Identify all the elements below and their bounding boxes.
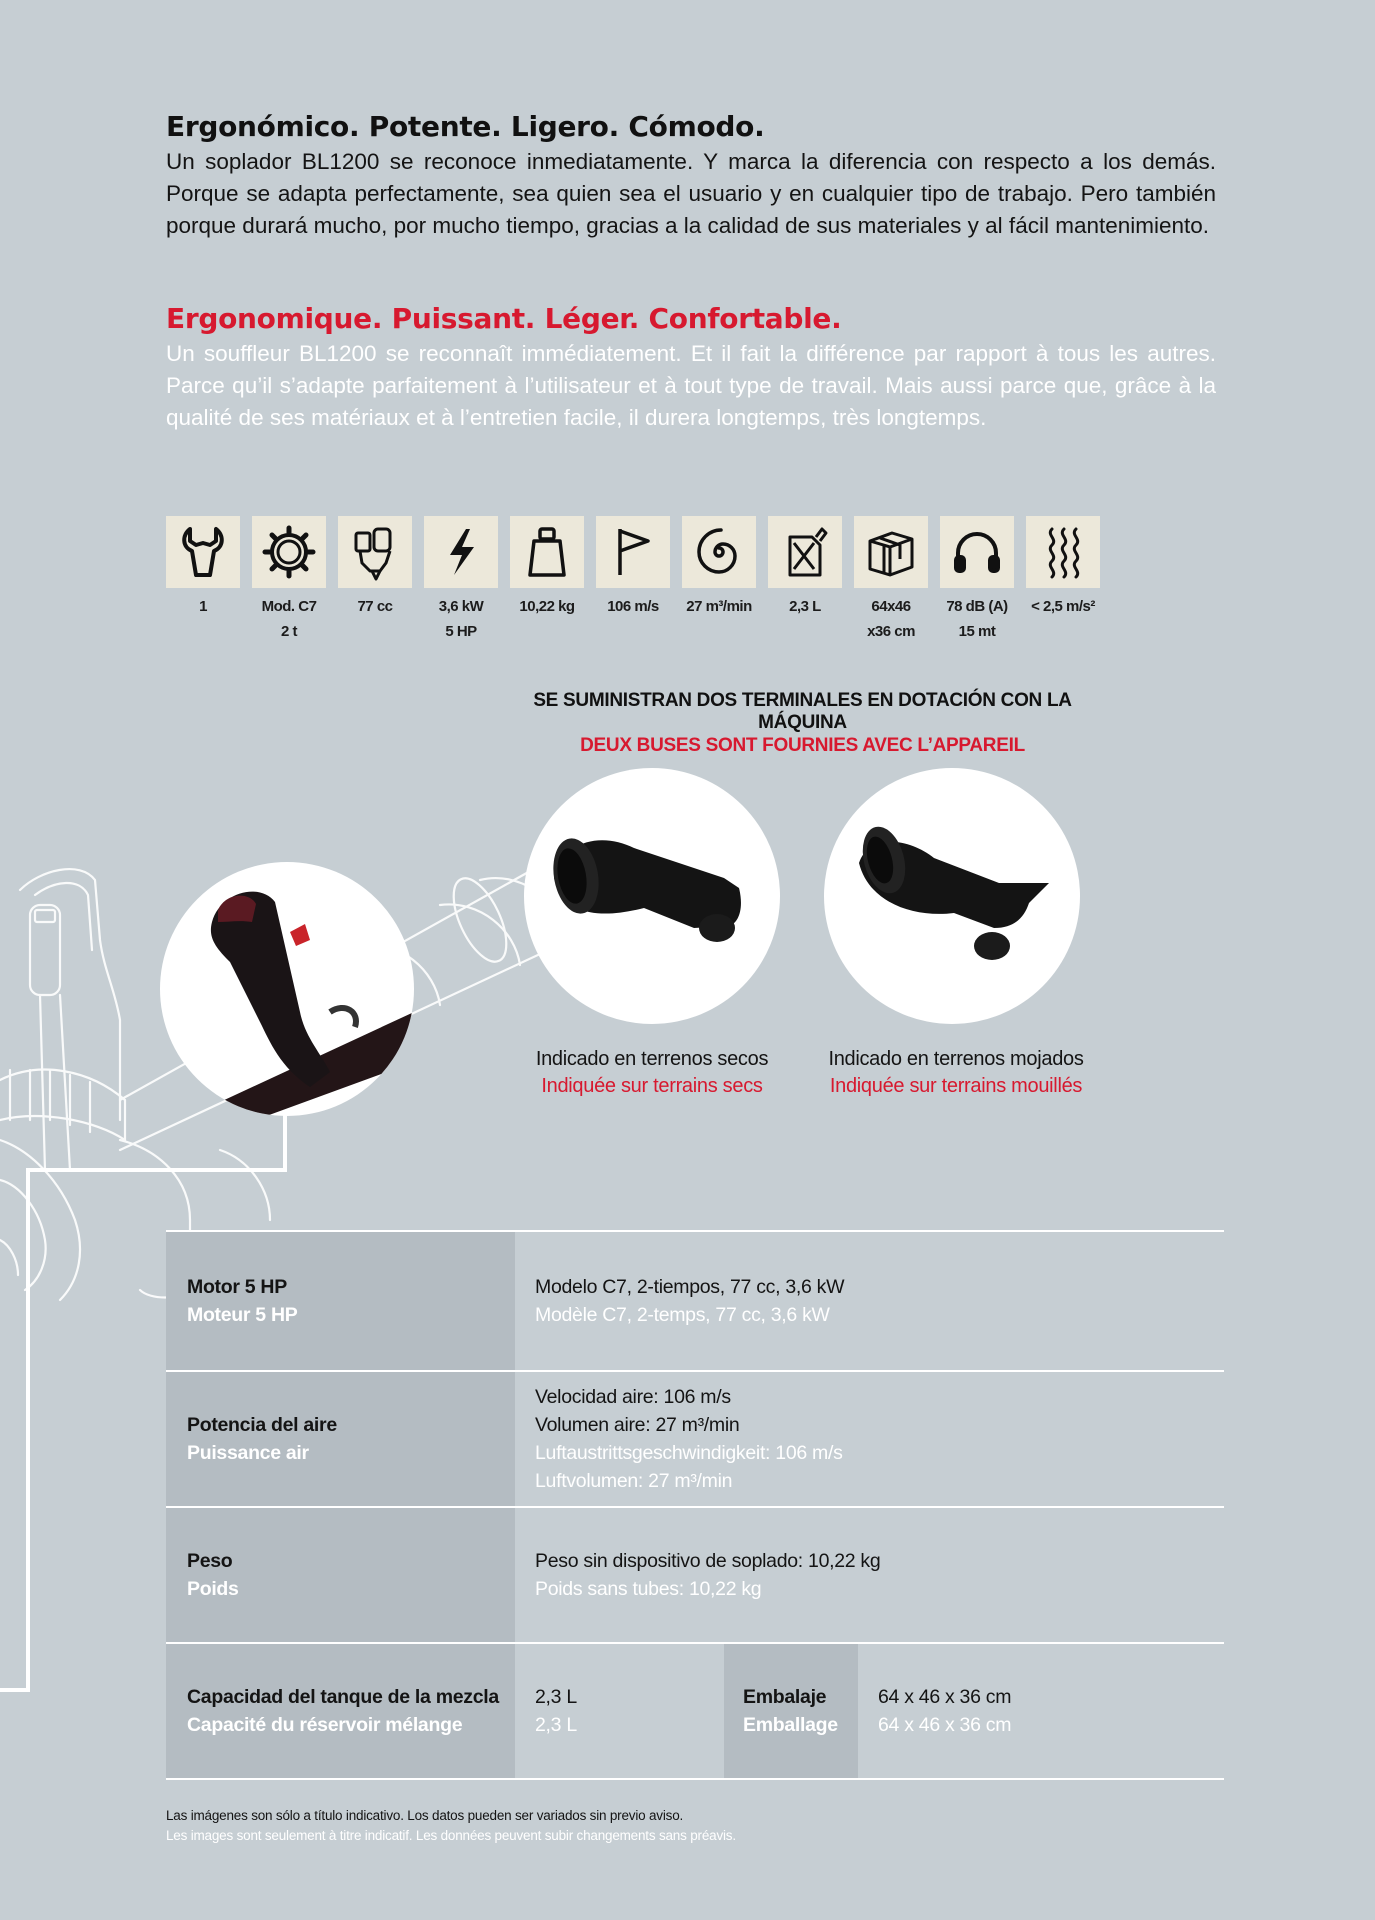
weight-label-es: Peso xyxy=(187,1550,233,1572)
packaging-value-fr: 64 x 46 x 36 cm xyxy=(878,1714,1012,1736)
motor-label-fr: Moteur 5 HP xyxy=(187,1304,298,1326)
intro-es xyxy=(166,110,1216,242)
specs-table xyxy=(166,1230,1224,1780)
feature-10-noise xyxy=(940,516,1014,644)
feature-4-power xyxy=(424,516,498,644)
disclaimer-fr: Les images sont seulement à titre indicatif. Les données peuvent subir changements sans préavis. xyxy=(166,1828,736,1843)
packaging-label-es: Embalaje xyxy=(743,1686,827,1708)
feature-2-engine xyxy=(252,516,326,644)
air-label-fr: Puissance air xyxy=(187,1442,309,1464)
gear-icon xyxy=(252,516,326,588)
air-value-volume-de: Luftvolumen: 27 m³/min xyxy=(535,1470,733,1492)
intro-fr xyxy=(166,302,1216,434)
package-icon xyxy=(854,516,928,588)
air-value-volume-es: Volumen aire: 27 m³/min xyxy=(535,1414,740,1436)
vibration-icon xyxy=(1026,516,1100,588)
feature-6-air-speed xyxy=(596,516,670,619)
intro-body-es: Un soplador BL1200 se reconoce inmediatamente. Y marca la diferencia con respecto a los demás. Porque se adapta perfectamente, sea quien sea el usuario y en cualquier tipo de trabajo. Pero también porque durará mucho, por mucho tiempo, gracias a la calidad de sus materiales y al fácil mantenimiento. xyxy=(166,149,1216,238)
feature-3-displacement xyxy=(338,516,412,619)
supply-heading xyxy=(490,690,1115,757)
dry-nozzle-caption xyxy=(492,1046,812,1100)
feature-5-weight xyxy=(510,516,584,619)
supply-heading-es: SE SUMINISTRAN DOS TERMINALES EN DOTACIÓN CON LA MÁQUINA xyxy=(533,690,1072,733)
air-value-speed-de: Luftaustrittsgeschwindigkeit: 106 m/s xyxy=(535,1442,843,1464)
packaging-value-es: 64 x 46 x 36 cm xyxy=(878,1686,1012,1708)
specs-row-motor xyxy=(166,1230,1224,1370)
engine-icon xyxy=(338,516,412,588)
feature-1-line1: 1 xyxy=(199,598,207,615)
flag-icon xyxy=(596,516,670,588)
tank-label-es: Capacidad del tanque de la mezcla xyxy=(187,1686,499,1708)
feature-9-line1: 64x46 xyxy=(871,598,911,615)
weight-value-fr: Poids sans tubes: 10,22 kg xyxy=(535,1578,762,1600)
intro-title-fr: Ergonomique. Puissant. Léger. Confortable. xyxy=(166,302,842,335)
feature-4-line1: 3,6 kW xyxy=(438,598,484,615)
feature-8-tank xyxy=(768,516,842,619)
feature-1-user xyxy=(166,516,240,619)
feature-7-line1: 27 m³/min xyxy=(686,598,752,615)
spiral-icon xyxy=(682,516,756,588)
feature-6-line1: 106 m/s xyxy=(607,598,659,615)
tank-label-fr: Capacité du réservoir mélange xyxy=(187,1714,463,1736)
weight-label-fr: Poids xyxy=(187,1578,239,1600)
feature-2-line1: Mod. C7 xyxy=(261,598,317,615)
feature-4-line2: 5 HP xyxy=(445,623,477,640)
packaging-label-fr: Emballage xyxy=(743,1714,838,1736)
feature-10-line1: 78 dB (A) xyxy=(946,598,1008,615)
dry-nozzle-caption-es: Indicado en terrenos secos xyxy=(535,1048,769,1070)
feature-5-line1: 10,22 kg xyxy=(519,598,575,615)
feature-9-packaging xyxy=(854,516,928,644)
feature-8-line1: 2,3 L xyxy=(789,598,821,615)
tank-value-fr: 2,3 L xyxy=(535,1714,577,1736)
motor-value-fr: Modèle C7, 2-temps, 77 cc, 3,6 kW xyxy=(535,1304,830,1326)
disclaimer-es: Las imágenes son sólo a título indicativo. Los datos pueden ser variados sin previo aviso. xyxy=(166,1808,684,1823)
dry-nozzle-photo xyxy=(524,768,780,1024)
motor-value-es: Modelo C7, 2-tiempos, 77 cc, 3,6 kW xyxy=(535,1276,845,1298)
specs-row-tank-packaging xyxy=(166,1642,1224,1780)
fuel-can-icon xyxy=(768,516,842,588)
handle-photo xyxy=(160,862,414,1116)
specs-row-air xyxy=(166,1370,1224,1506)
disclaimer xyxy=(166,1806,736,1846)
tank-value-es: 2,3 L xyxy=(535,1686,577,1708)
wet-nozzle-photo xyxy=(824,768,1080,1024)
feature-7-air-volume xyxy=(682,516,756,619)
feature-icons xyxy=(166,516,1106,646)
dry-nozzle-caption-fr: Indiquée sur terrains secs xyxy=(541,1075,763,1097)
feature-11-line1: < 2,5 m/s² xyxy=(1031,598,1095,615)
wet-nozzle-caption xyxy=(796,1046,1116,1100)
wet-nozzle-caption-fr: Indiquée sur terrains mouillés xyxy=(829,1075,1083,1097)
intro-title-es: Ergonómico. Potente. Ligero. Cómodo. xyxy=(166,110,765,143)
wet-nozzle-caption-es: Indicado en terrenos mojados xyxy=(828,1048,1084,1070)
motor-label-es: Motor 5 HP xyxy=(187,1276,287,1298)
intro-body-fr: Un souffleur BL1200 se reconnaît immédiatement. Et il fait la différence par rapport à tous les autres. Parce qu’il s’adapte parfaitement à l’utilisateur et à tout type de travail. Mais aussi parce que, grâce à la qualité de ses matériaux et à l’entretien facile, il durera longtemps, très longtemps. xyxy=(166,341,1216,430)
feature-11-vibration xyxy=(1026,516,1100,619)
feature-2-line2: 2 t xyxy=(280,623,297,640)
feature-9-line2: x36 cm xyxy=(867,623,915,640)
feature-10-line2: 15 mt xyxy=(958,623,996,640)
feature-3-line1: 77 cc xyxy=(357,598,393,615)
specs-row-weight xyxy=(166,1506,1224,1642)
supply-heading-fr: DEUX BUSES SONT FOURNIES AVEC L’APPAREIL xyxy=(580,735,1025,756)
headphones-icon xyxy=(940,516,1014,588)
lightning-icon xyxy=(424,516,498,588)
weight-icon xyxy=(510,516,584,588)
weight-value-es: Peso sin dispositivo de soplado: 10,22 kg xyxy=(535,1550,881,1572)
air-label-es: Potencia del aire xyxy=(187,1414,337,1436)
wrench-icon xyxy=(166,516,240,588)
air-value-speed-es: Velocidad aire: 106 m/s xyxy=(535,1386,731,1408)
